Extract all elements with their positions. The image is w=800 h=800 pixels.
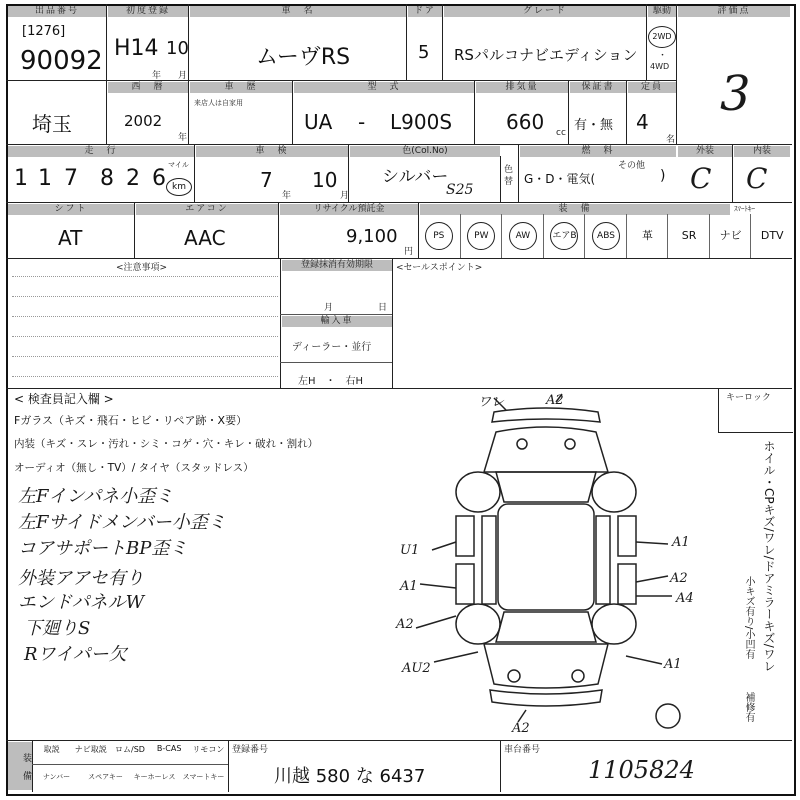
- footer-item: 取説: [43, 745, 60, 754]
- equipment-item: [667, 214, 710, 258]
- model-name-header: 車 名: [190, 6, 406, 17]
- color-value: シルバー: [382, 167, 449, 187]
- ac-header: エアコン: [136, 204, 278, 215]
- reg-expiry-month: 月: [324, 303, 334, 313]
- car-name: ムーヴRS: [256, 45, 351, 70]
- dealer-label: ディーラー・並行: [292, 342, 372, 353]
- equipment-row: [418, 214, 792, 258]
- equipment-item: [584, 214, 627, 258]
- notes-label: <注意事項>: [116, 263, 168, 273]
- mark-au2: AU2: [402, 661, 431, 676]
- color-change-label: 色替: [504, 165, 514, 187]
- footer-item: キーホーレス: [133, 773, 176, 781]
- interior-header: 内装: [734, 146, 790, 157]
- mark-a1-right-top: A1: [672, 535, 690, 550]
- drive-4wd: 4WD: [650, 62, 670, 71]
- footer-item: スマートキー: [182, 773, 225, 781]
- recycle-value: 9,100: [346, 226, 398, 247]
- handle-label: 左H ・ 右H: [298, 376, 364, 387]
- reg-expiry-day: 日: [378, 303, 388, 313]
- mileage-digit: 2: [126, 166, 140, 191]
- footer-equipment: [32, 740, 228, 792]
- history-note: 来店人は自家用: [194, 99, 243, 107]
- capacity-value: 4: [636, 110, 649, 134]
- capacity-unit: 名: [666, 135, 676, 145]
- first-reg-header: 初度登録: [108, 6, 188, 17]
- equipment-header: 装 備: [420, 204, 730, 215]
- grade-value: RSパルコナビエディション: [454, 46, 638, 64]
- footer-item: リモコン: [192, 745, 225, 754]
- equipment-item: [750, 214, 793, 258]
- region-header: 西 暦: [108, 82, 188, 93]
- inspection-header: 車 検: [196, 146, 348, 157]
- mileage-digit: 1: [38, 166, 52, 191]
- first-reg-month: 10: [166, 38, 189, 59]
- fuel-other: その他: [618, 161, 646, 171]
- mark-a2-left: A2: [396, 617, 414, 632]
- side-notes-main: ホイル・CPキズ/ワレ/ドアミラーキズ/ワレ: [762, 440, 776, 672]
- inspection-year: 7: [260, 168, 273, 192]
- chassis-label: 車台番号: [504, 745, 541, 755]
- score-value: 3: [720, 66, 751, 122]
- side-notes-sub: 小キズ有り/小凹有: [743, 576, 754, 660]
- color-code: S25: [446, 182, 474, 198]
- drive-header: 駆動: [648, 6, 676, 17]
- fuel-header: 燃 料: [520, 146, 676, 157]
- equipment-label: ナビ: [719, 229, 742, 242]
- footer-item: B-CAS: [156, 744, 182, 753]
- equipment-item: [501, 214, 544, 258]
- mileage-digit: 1: [14, 166, 28, 191]
- equipment-label: AW: [509, 222, 537, 250]
- handwritten-note: 左Fサイドメンバー小歪ミ: [18, 512, 226, 533]
- mark-a4-right: A4: [676, 591, 694, 606]
- equipment-item: [543, 214, 586, 258]
- keylock-label: キーロック: [726, 393, 771, 403]
- mark-a2-top: A2: [546, 393, 564, 408]
- history-header: 車 歴: [190, 82, 292, 93]
- footer-equip-header: 装 備: [8, 742, 32, 790]
- warranty-header: 保証書: [570, 82, 626, 93]
- plate-value: 川越 580 な 6437: [274, 766, 426, 787]
- year-value-unit: 年: [178, 133, 188, 143]
- handwritten-note: コアサポートBP歪ミ: [18, 538, 188, 559]
- displacement-value: 660: [506, 110, 545, 134]
- chassis-value: 1105824: [588, 756, 695, 784]
- mark-ware-top: ワレ: [478, 395, 505, 410]
- handwritten-note: 外装アアセ有り: [18, 568, 144, 589]
- mileage-digit: 7: [64, 166, 78, 191]
- inspector-line-2: 内装（キズ・スレ・汚れ・シミ・コゲ・穴・キレ・破れ・割れ）: [14, 438, 319, 450]
- doors-value: 5: [418, 42, 430, 63]
- score-header: 評価点: [678, 6, 790, 17]
- recycle-unit: 円: [404, 247, 414, 257]
- equipment-label: ABS: [592, 222, 620, 250]
- inspector-title: < 検査員記入欄 >: [14, 392, 114, 406]
- auction-sheet: [6, 4, 794, 796]
- mileage-digits: [6, 158, 194, 202]
- side-notes-repair: 補修有: [743, 692, 754, 722]
- doors-header: ドア: [408, 6, 442, 17]
- smart-key-label: ｽﾏｰﾄｷｰ: [734, 205, 755, 213]
- mark-a2-bottom: A2: [512, 721, 530, 732]
- drive-dot: ・: [658, 51, 668, 61]
- mileage-header: 走 行: [8, 146, 194, 157]
- equipment-item: [626, 214, 669, 258]
- ac-value: AAC: [184, 226, 226, 250]
- inspector-line-3: オーディオ（無し・TV）/ タイヤ（スタッドレス）: [14, 462, 254, 474]
- equipment-item: [460, 214, 503, 258]
- mark-u1: U1: [400, 543, 420, 558]
- displacement-header: 排気量: [476, 82, 568, 93]
- equipment-label: PS: [425, 222, 453, 250]
- mileage-digit: 8: [100, 166, 114, 191]
- plate-label: 登録番号: [232, 745, 269, 755]
- km-unit: km: [166, 178, 192, 196]
- model-prefix: UA: [304, 110, 333, 134]
- equipment-label: 革: [642, 229, 654, 242]
- recycle-header: リサイクル預託金: [280, 204, 418, 215]
- fuel-close: ): [660, 168, 666, 184]
- mark-a1-right-bottom: A1: [664, 657, 682, 672]
- mile-unit: マイル: [168, 161, 189, 169]
- month-unit: 月: [178, 71, 188, 81]
- footer-item: ナンバー: [42, 773, 71, 781]
- exterior-header: 外装: [678, 146, 732, 157]
- equipment-label: DTV: [760, 229, 784, 242]
- fuel-value: G・D・電気(: [524, 172, 596, 186]
- grade-header: グレード: [444, 6, 646, 17]
- interior-value: C: [746, 162, 768, 195]
- sales-point-label: <セールスポイント>: [396, 263, 483, 273]
- equipment-label: SR: [681, 229, 697, 242]
- year-value: 2002: [124, 112, 163, 130]
- shift-header: シフト: [8, 204, 134, 215]
- inspection-year-unit: 年: [282, 191, 292, 201]
- shift-value: AT: [58, 226, 83, 250]
- handwritten-note: 左Fインパネ小歪ミ: [18, 486, 174, 507]
- color-header: 色(Col.No): [350, 146, 500, 157]
- import-header: 輸入車: [282, 316, 392, 327]
- handwritten-note: Rワイパー欠: [24, 644, 127, 665]
- footer-item: ナビ取説: [74, 745, 107, 754]
- mileage-digit: 6: [152, 166, 166, 191]
- inspection-month: 10: [312, 168, 338, 192]
- footer-item: スペアキー: [88, 773, 123, 781]
- capacity-header: 定員: [628, 82, 676, 93]
- year-unit: 年: [152, 71, 162, 81]
- model-code: L900S: [390, 110, 453, 134]
- footer-item: ロム/SD: [115, 745, 145, 754]
- inspection-month-unit: 月: [340, 191, 350, 201]
- lot-number: 90092: [20, 46, 103, 76]
- inspector-line-1: Fガラス（キズ・飛石・ヒビ・リペア跡・X要）: [14, 414, 248, 427]
- first-reg-year: H14: [114, 36, 159, 61]
- cc-unit: cc: [556, 128, 566, 138]
- car-diagram: [386, 392, 706, 732]
- exterior-value: C: [690, 162, 712, 195]
- region-value: 埼玉: [32, 112, 72, 136]
- model-dash: -: [358, 110, 366, 134]
- mark-a2-right: A2: [670, 571, 688, 586]
- model-header: 型 式: [294, 82, 474, 93]
- equipment-label: PW: [467, 222, 495, 250]
- warranty-value: 有・無: [574, 118, 614, 133]
- reg-expiry-header: 登録抹消有効期限: [282, 260, 392, 271]
- equipment-label: エアB: [550, 222, 578, 250]
- equipment-item: [418, 214, 460, 258]
- handwritten-note: 下廻りS: [24, 618, 91, 639]
- mark-a1-left: A1: [400, 579, 418, 594]
- drive-2wd: 2WD: [648, 26, 676, 48]
- lot-no-header: 出品番号: [8, 6, 106, 17]
- handwritten-note: エンドパネルW: [18, 592, 145, 613]
- lot-bracket: [1276]: [22, 24, 66, 39]
- equipment-item: [709, 214, 752, 258]
